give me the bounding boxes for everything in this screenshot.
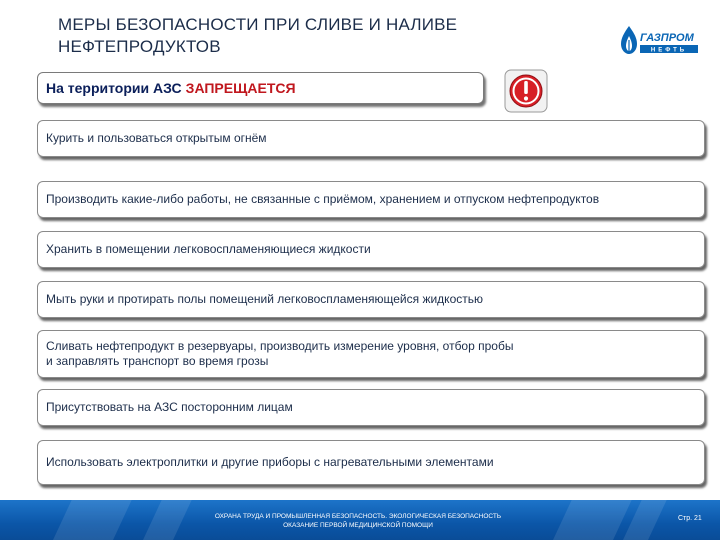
prohibition-item-outsiders — [37, 389, 705, 426]
footer-bar — [0, 500, 720, 540]
logo-text-bottom: НЕФТЬ — [650, 47, 688, 54]
exclamation-circle-icon — [504, 69, 548, 113]
slide-title-line-2: НЕФТЕПРОДУКТОВ — [58, 37, 221, 56]
page-number: Стр. 21 — [678, 515, 702, 522]
prohibition-item-thunderstorm — [37, 330, 705, 378]
prohibition-item-text-line-2: и заправлять транспорт во время грозы — [46, 354, 269, 368]
footer-text-line-1: ОХРАНА ТРУДА И ПРОМЫШЛЕННАЯ БЕЗОПАСНОСТЬ. ЭКОЛОГИЧЕСКАЯ БЕЗОПАСНОСТЬ — [214, 513, 502, 520]
footer-text-line-2: ОКАЗАНИЕ ПЕРВОЙ МЕДИЦИНСКОЙ ПОМОЩИ — [283, 522, 433, 529]
prohibition-item-text-line-1: Сливать нефтепродукт в резервуары, производить измерение уровня, отбор пробы — [46, 339, 514, 353]
prohibition-item-text: Использовать электроплитки и другие приборы с нагревательными элементами — [46, 455, 494, 469]
prohibition-banner — [37, 72, 484, 104]
prohibition-item-smoking — [37, 120, 705, 157]
banner-warning-text: ЗАПРЕЩАЕТСЯ — [185, 80, 296, 96]
slide-title — [58, 14, 578, 58]
prohibition-item-flammable-storage — [37, 231, 705, 268]
prohibition-item-unrelated-work — [37, 181, 705, 218]
logo-text-top: ГАЗПРОМ — [640, 32, 694, 44]
prohibition-item-text: Мыть руки и протирать полы помещений легковоспламеняющейся жидкостью — [46, 292, 483, 306]
gazprom-neft-logo — [618, 22, 700, 58]
prohibition-item-electric-heaters — [37, 440, 705, 485]
prohibition-item-text: Производить какие-либо работы, не связанные с приёмом, хранением и отпуском нефтепродуктов — [46, 192, 600, 206]
prohibition-item-text: Хранить в помещении легковоспламеняющиеся жидкости — [46, 242, 371, 256]
slide-title-line-1: МЕРЫ БЕЗОПАСНОСТИ ПРИ СЛИВЕ И НАЛИВЕ — [58, 15, 458, 34]
prohibition-item-text: Курить и пользоваться открытым огнём — [46, 131, 267, 145]
prohibition-item-washing — [37, 281, 705, 318]
banner-text: На территории АЗС — [46, 80, 182, 96]
footer-text — [188, 512, 528, 530]
prohibition-item-text: Присутствовать на АЗС посторонним лицам — [46, 400, 293, 414]
